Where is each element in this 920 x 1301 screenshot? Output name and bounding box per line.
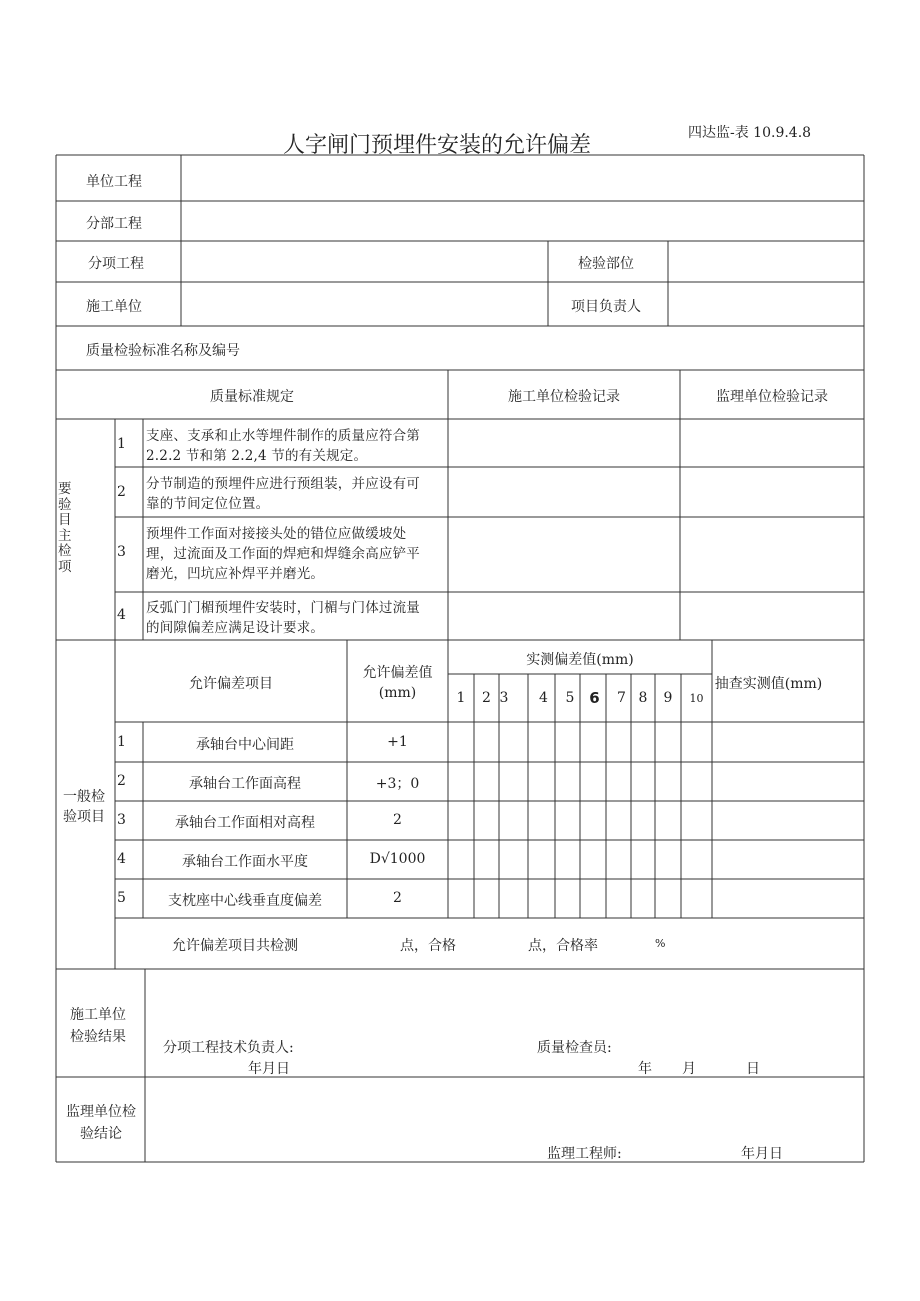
general-item-no: 4 [117, 851, 126, 867]
main-item-text: 分节制造的预埋件应进行预组装，并应设有可 靠的节间定位位置。 [146, 476, 420, 512]
general-item-value: +3；0 [375, 776, 420, 792]
tech-leader-label: 分项工程技术负责人: [163, 1040, 294, 1056]
general-items-label: 一般检 验项目 [63, 789, 105, 825]
summary-rate: 点，合格率 [528, 938, 598, 954]
general-item-name: 承轴台工作面相对高程 [175, 815, 315, 831]
general-item-name: 支枕座中心线垂直度偏差 [168, 893, 322, 909]
measure-no: 6 [589, 689, 600, 707]
inspection-location-label: 检验部位 [578, 256, 634, 272]
general-item-value: D√1000 [369, 851, 426, 867]
construction-unit-label: 施工单位 [86, 299, 142, 315]
construction-record-header: 施工单位检验记录 [508, 389, 620, 405]
general-item-value: 2 [393, 812, 402, 828]
general-item-name: 承轴台工作面水平度 [182, 854, 308, 870]
quality-standard-header: 质量标准规定 [210, 389, 294, 405]
summary-percent: % [655, 937, 666, 950]
inspector-date-month: 月 [682, 1061, 696, 1077]
summary-points: 点，合格 [400, 938, 456, 954]
main-item-no: 2 [117, 484, 126, 500]
allowable-item-header: 允许偏差项目 [189, 676, 273, 692]
construction-result-label: 施工单位 检验结果 [70, 1007, 126, 1045]
supervision-date: 年月日 [741, 1146, 783, 1162]
measure-no: 5 [565, 690, 575, 706]
general-item-no: 1 [117, 734, 126, 750]
main-item-no: 3 [117, 544, 126, 560]
subitem-project-label: 分项工程 [88, 256, 144, 272]
allowable-value-header: 允许偏差值 (mm) [362, 665, 433, 701]
division-project-label: 分部工程 [86, 216, 142, 232]
measure-no: 9 [663, 690, 673, 706]
supervision-engineer-label: 监理工程师: [547, 1146, 622, 1162]
measure-no: 4 [539, 690, 548, 706]
supervision-conclusion-label: 监理单位检 验结论 [66, 1104, 136, 1142]
main-item-no: 1 [117, 436, 126, 452]
check-value-header: 抽查实测值(mm) [714, 676, 823, 692]
general-item-value: +1 [387, 734, 408, 750]
measured-deviation-header: 实测偏差值(mm) [526, 652, 634, 668]
general-item-no: 5 [117, 890, 126, 906]
main-item-no: 4 [117, 607, 126, 623]
main-item-text: 反弧门门楣预埋件安装时，门楣与门体过流量 的间隙偏差应满足设计要求。 [146, 600, 420, 636]
inspector-label: 质量检查员: [537, 1040, 612, 1056]
unit-project-label: 单位工程 [86, 174, 142, 190]
general-item-name: 承轴台工作面高程 [189, 776, 301, 792]
measure-no: 2 [482, 690, 491, 706]
general-item-name: 承轴台中心间距 [196, 737, 294, 753]
main-item-text: 预埋件工作面对接接头处的错位应做缓坡处 理，过流面及工作面的焊疤和焊缝余高应铲平 磨光，凹坑应补焊平并磨光。 [146, 526, 420, 582]
measure-no: 7 [617, 690, 626, 706]
project-leader-label: 项目负责人 [571, 299, 641, 315]
general-item-no: 2 [117, 773, 126, 789]
general-item-no: 3 [117, 812, 126, 828]
general-item-value: 2 [393, 890, 402, 906]
main-items-label: 要 验 目 主 检 项 [58, 481, 72, 575]
main-item-text: 支座、支承和止水等埋件制作的质量应符合第 2.2.2 节和第 2.2,4 节的有关规定。 [146, 428, 420, 464]
supervision-record-header: 监理单位检验记录 [716, 389, 828, 405]
measure-no: 3 [499, 690, 509, 706]
quality-standard-name-label: 质量检验标准名称及编号 [86, 343, 240, 359]
form-number: 四达监-表 10.9.4.8 [688, 125, 812, 141]
measure-no: 10 [689, 692, 704, 705]
page-title: 人字闸门预埋件安装的允许偏差 [283, 133, 592, 158]
inspector-date-day: 日 [746, 1061, 760, 1077]
inspector-date-year: 年 [638, 1061, 652, 1077]
tech-leader-date: 年月日 [248, 1061, 290, 1077]
summary-prefix: 允许偏差项目共检测 [172, 938, 298, 954]
measure-no: 8 [638, 690, 648, 706]
measure-no: 1 [456, 690, 466, 706]
